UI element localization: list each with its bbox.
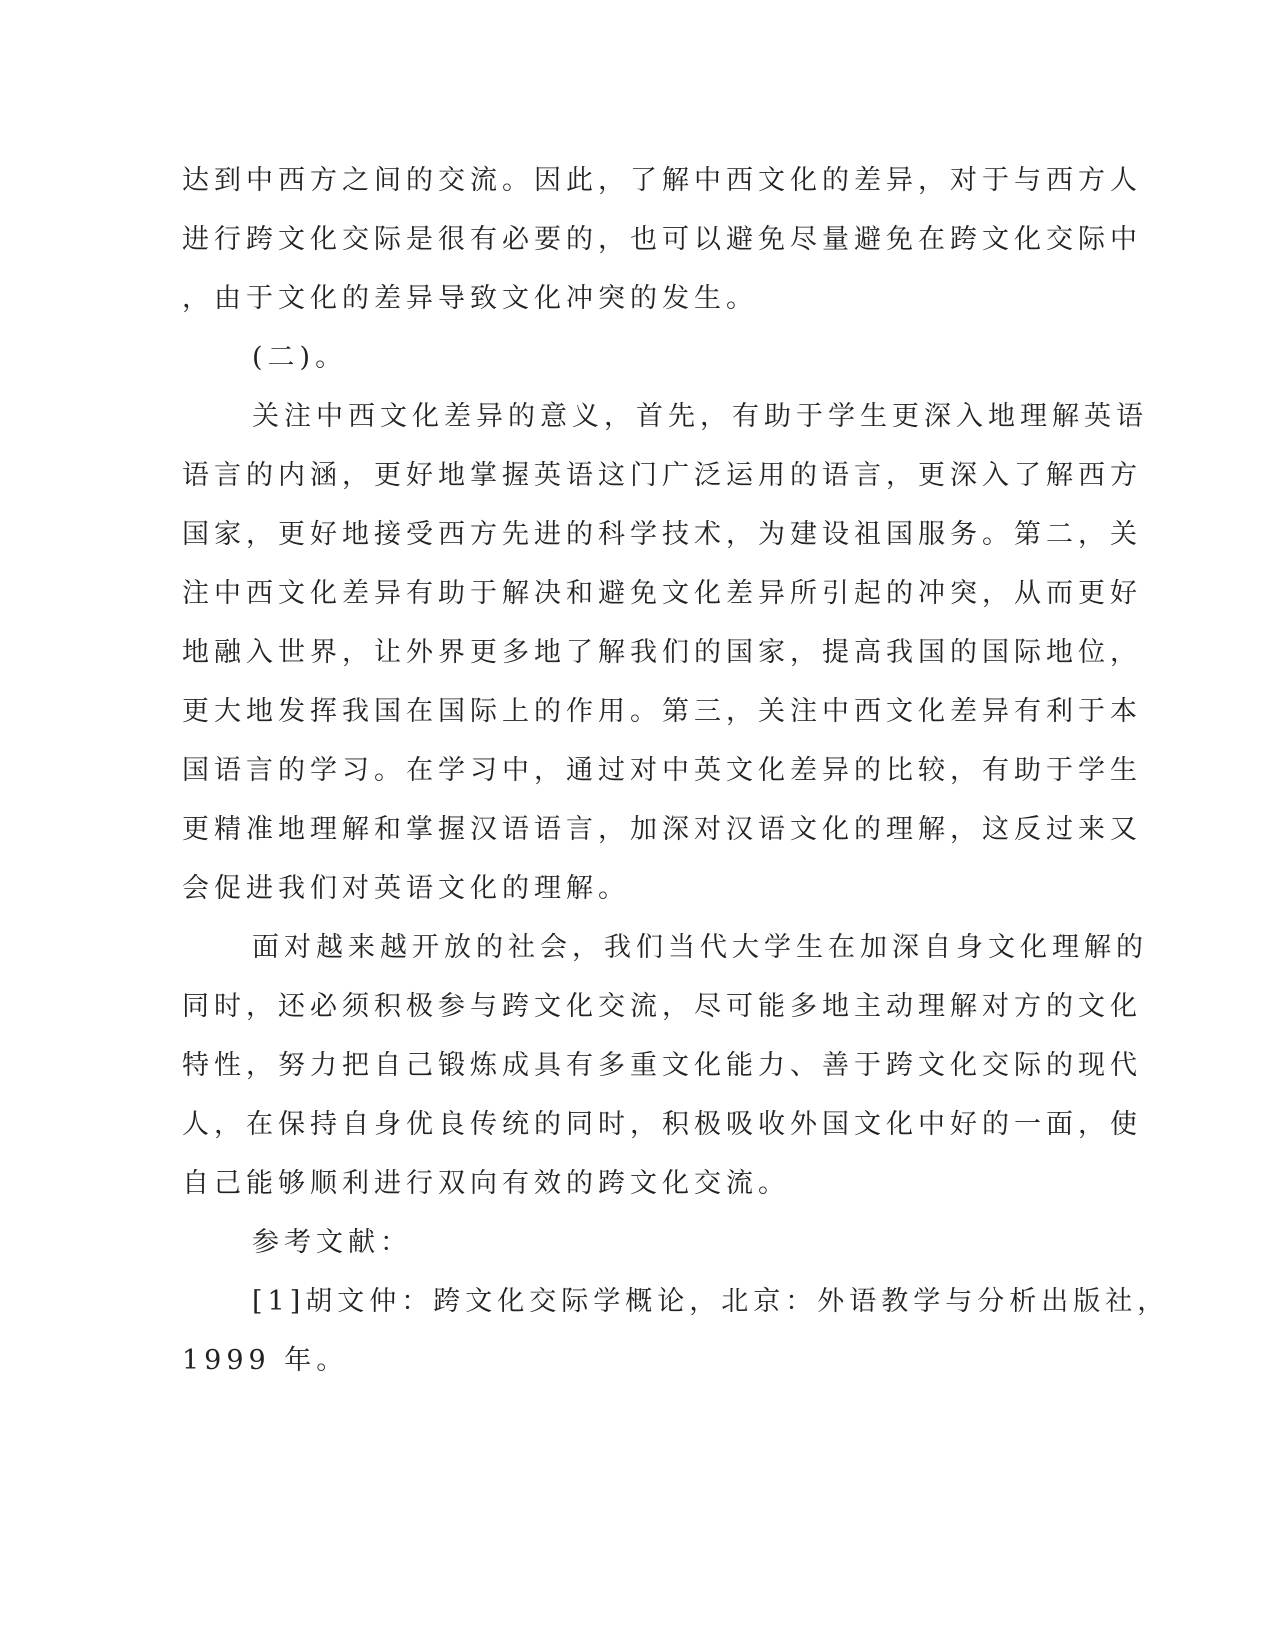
- text-line: 更精准地理解和掌握汉语语言，加深对汉语文化的理解，这反过来又: [182, 814, 1142, 845]
- text-line: 同时，还必须积极参与跨文化交流，尽可能多地主动理解对方的文化: [182, 991, 1142, 1022]
- text-line: 国家，更好地接受西方先进的科学技术，为建设祖国服务。第二，关: [182, 519, 1142, 550]
- text-line: 注中西文化差异有助于解决和避免文化差异所引起的冲突，从而更好: [182, 578, 1142, 609]
- text-line: 特性，努力把自己锻炼成具有多重文化能力、善于跨文化交际的现代: [182, 1050, 1142, 1081]
- text-line: 更大地发挥我国在国际上的作用。第三，关注中西文化差异有利于本: [182, 696, 1142, 727]
- text-line: 达到中西方之间的交流。因此，了解中西文化的差异，对于与西方人: [182, 165, 1142, 196]
- text-line: 国语言的学习。在学习中，通过对中英文化差异的比较，有助于学生: [182, 755, 1142, 786]
- text-line: ，由于文化的差异导致文化冲突的发生。: [182, 283, 758, 314]
- text-line: 自己能够顺利进行双向有效的跨文化交流。: [182, 1168, 790, 1199]
- document-body: [182, 158, 1170, 1397]
- text-line: 面对越来越开放的社会，我们当代大学生在加深自身文化理解的: [252, 932, 1148, 963]
- text-line: 人，在保持自身优良传统的同时，积极吸收外国文化中好的一面，使: [182, 1109, 1142, 1140]
- text-line: 关注中西文化差异的意义，首先，有助于学生更深入地理解英语: [252, 401, 1148, 432]
- reference-entry: [1]胡文仲：跨文化交际学概论，北京：外语教学与分析出版社，: [252, 1286, 1170, 1317]
- text-line: 地融入世界，让外界更多地了解我们的国家，提高我国的国际地位，: [182, 637, 1142, 668]
- text-line: 进行跨文化交际是很有必要的，也可以避免尽量避免在跨文化交际中: [182, 224, 1142, 255]
- text-line: 会促进我们对英语文化的理解。: [182, 873, 630, 904]
- references-heading: 参考文献：: [252, 1227, 412, 1258]
- text-line: 语言的内涵，更好地掌握英语这门广泛运用的语言，更深入了解西方: [182, 460, 1142, 491]
- section-heading: (二)。: [252, 342, 348, 373]
- reference-entry-continuation: 1999 年。: [182, 1345, 349, 1376]
